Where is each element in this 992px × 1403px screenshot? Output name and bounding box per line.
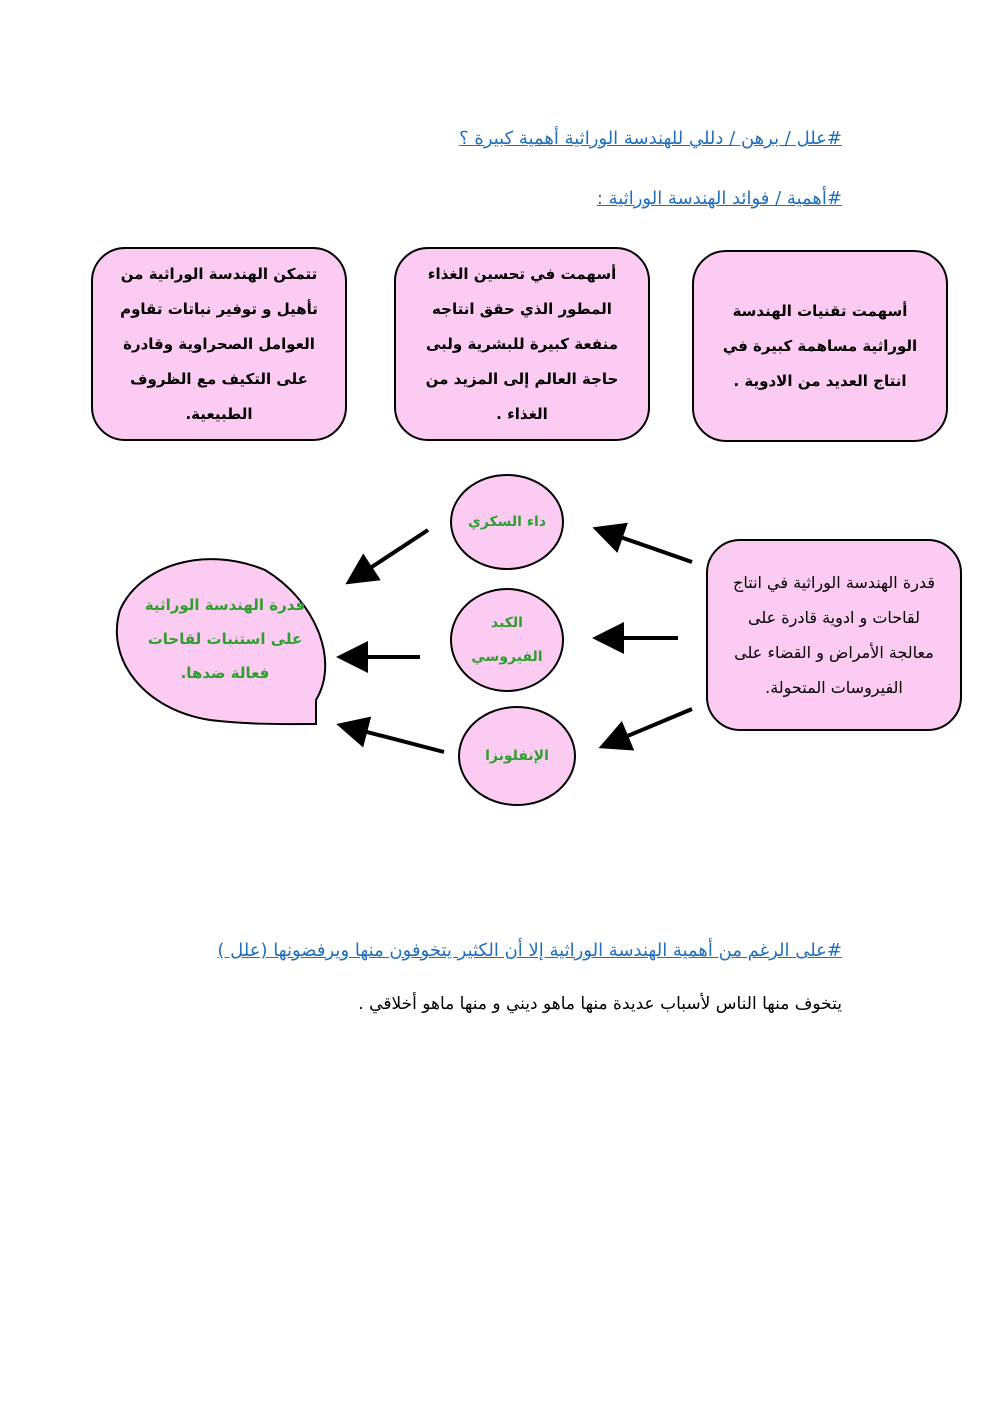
- disease-label-diabetes: داء السكري: [468, 514, 546, 530]
- source-box-text: قدرة الهندسة الوراثية في انتاج لقاحات و ادوية قادرة على معالجة الأمراض و القضاء على الفيروسات المتحولة.: [733, 573, 935, 697]
- disease-circle-influenza: [458, 706, 576, 806]
- disease-label-hepatitis: الكبد الفيروسي: [471, 615, 543, 665]
- question-heading-3: #على الرغم من أهمية الهندسة الوراثية إلا أن الكثير يتخوفون منها ويرفضونها (علل ): [217, 940, 842, 961]
- arrow-diabetes-to-result: [352, 530, 428, 580]
- arrow-source-to-influenza: [606, 709, 692, 745]
- source-box-vaccines: [706, 539, 962, 731]
- benefit-text-plants: تتمكن الهندسة الوراثية من تأهيل و توفير نباتات تقاوم العوامل الصحراوية وقادرة على التكيف مع الظروف الطبيعية.: [120, 264, 318, 423]
- benefit-text-medicine: أسهمت تقنيات الهندسة الوراثية مساهمة كبيرة في انتاج العديد من الادوية .: [722, 301, 918, 390]
- question-heading-2: #أهمية / فوائد الهندسة الوراثية :: [596, 188, 842, 209]
- disease-circle-diabetes: [450, 474, 564, 570]
- arrow-source-to-diabetes: [600, 530, 692, 562]
- question-heading-1: #علل / برهن / دللي للهندسة الوراثية أهمية كبيرة ؟: [459, 128, 842, 149]
- arrow-influenza-to-result: [344, 726, 444, 752]
- result-bubble-text: قدرة الهندسة الوراثية على استنبات لقاحات فعالة ضدها.: [144, 596, 306, 682]
- disease-circle-hepatitis: [450, 588, 564, 692]
- disease-label-influenza: الإنفلونزا: [485, 748, 549, 764]
- answer-text: يتخوف منها الناس لأسباب عديدة منها ماهو ديني و منها ماهو أخلاقي .: [358, 994, 842, 1014]
- benefit-text-food: أسهمت في تحسين الغذاء المطور الذي حقق انتاجه منفعة كبيرة للبشرية ولبى حاجة العالم إلى المزيد من الغذاء .: [425, 264, 619, 423]
